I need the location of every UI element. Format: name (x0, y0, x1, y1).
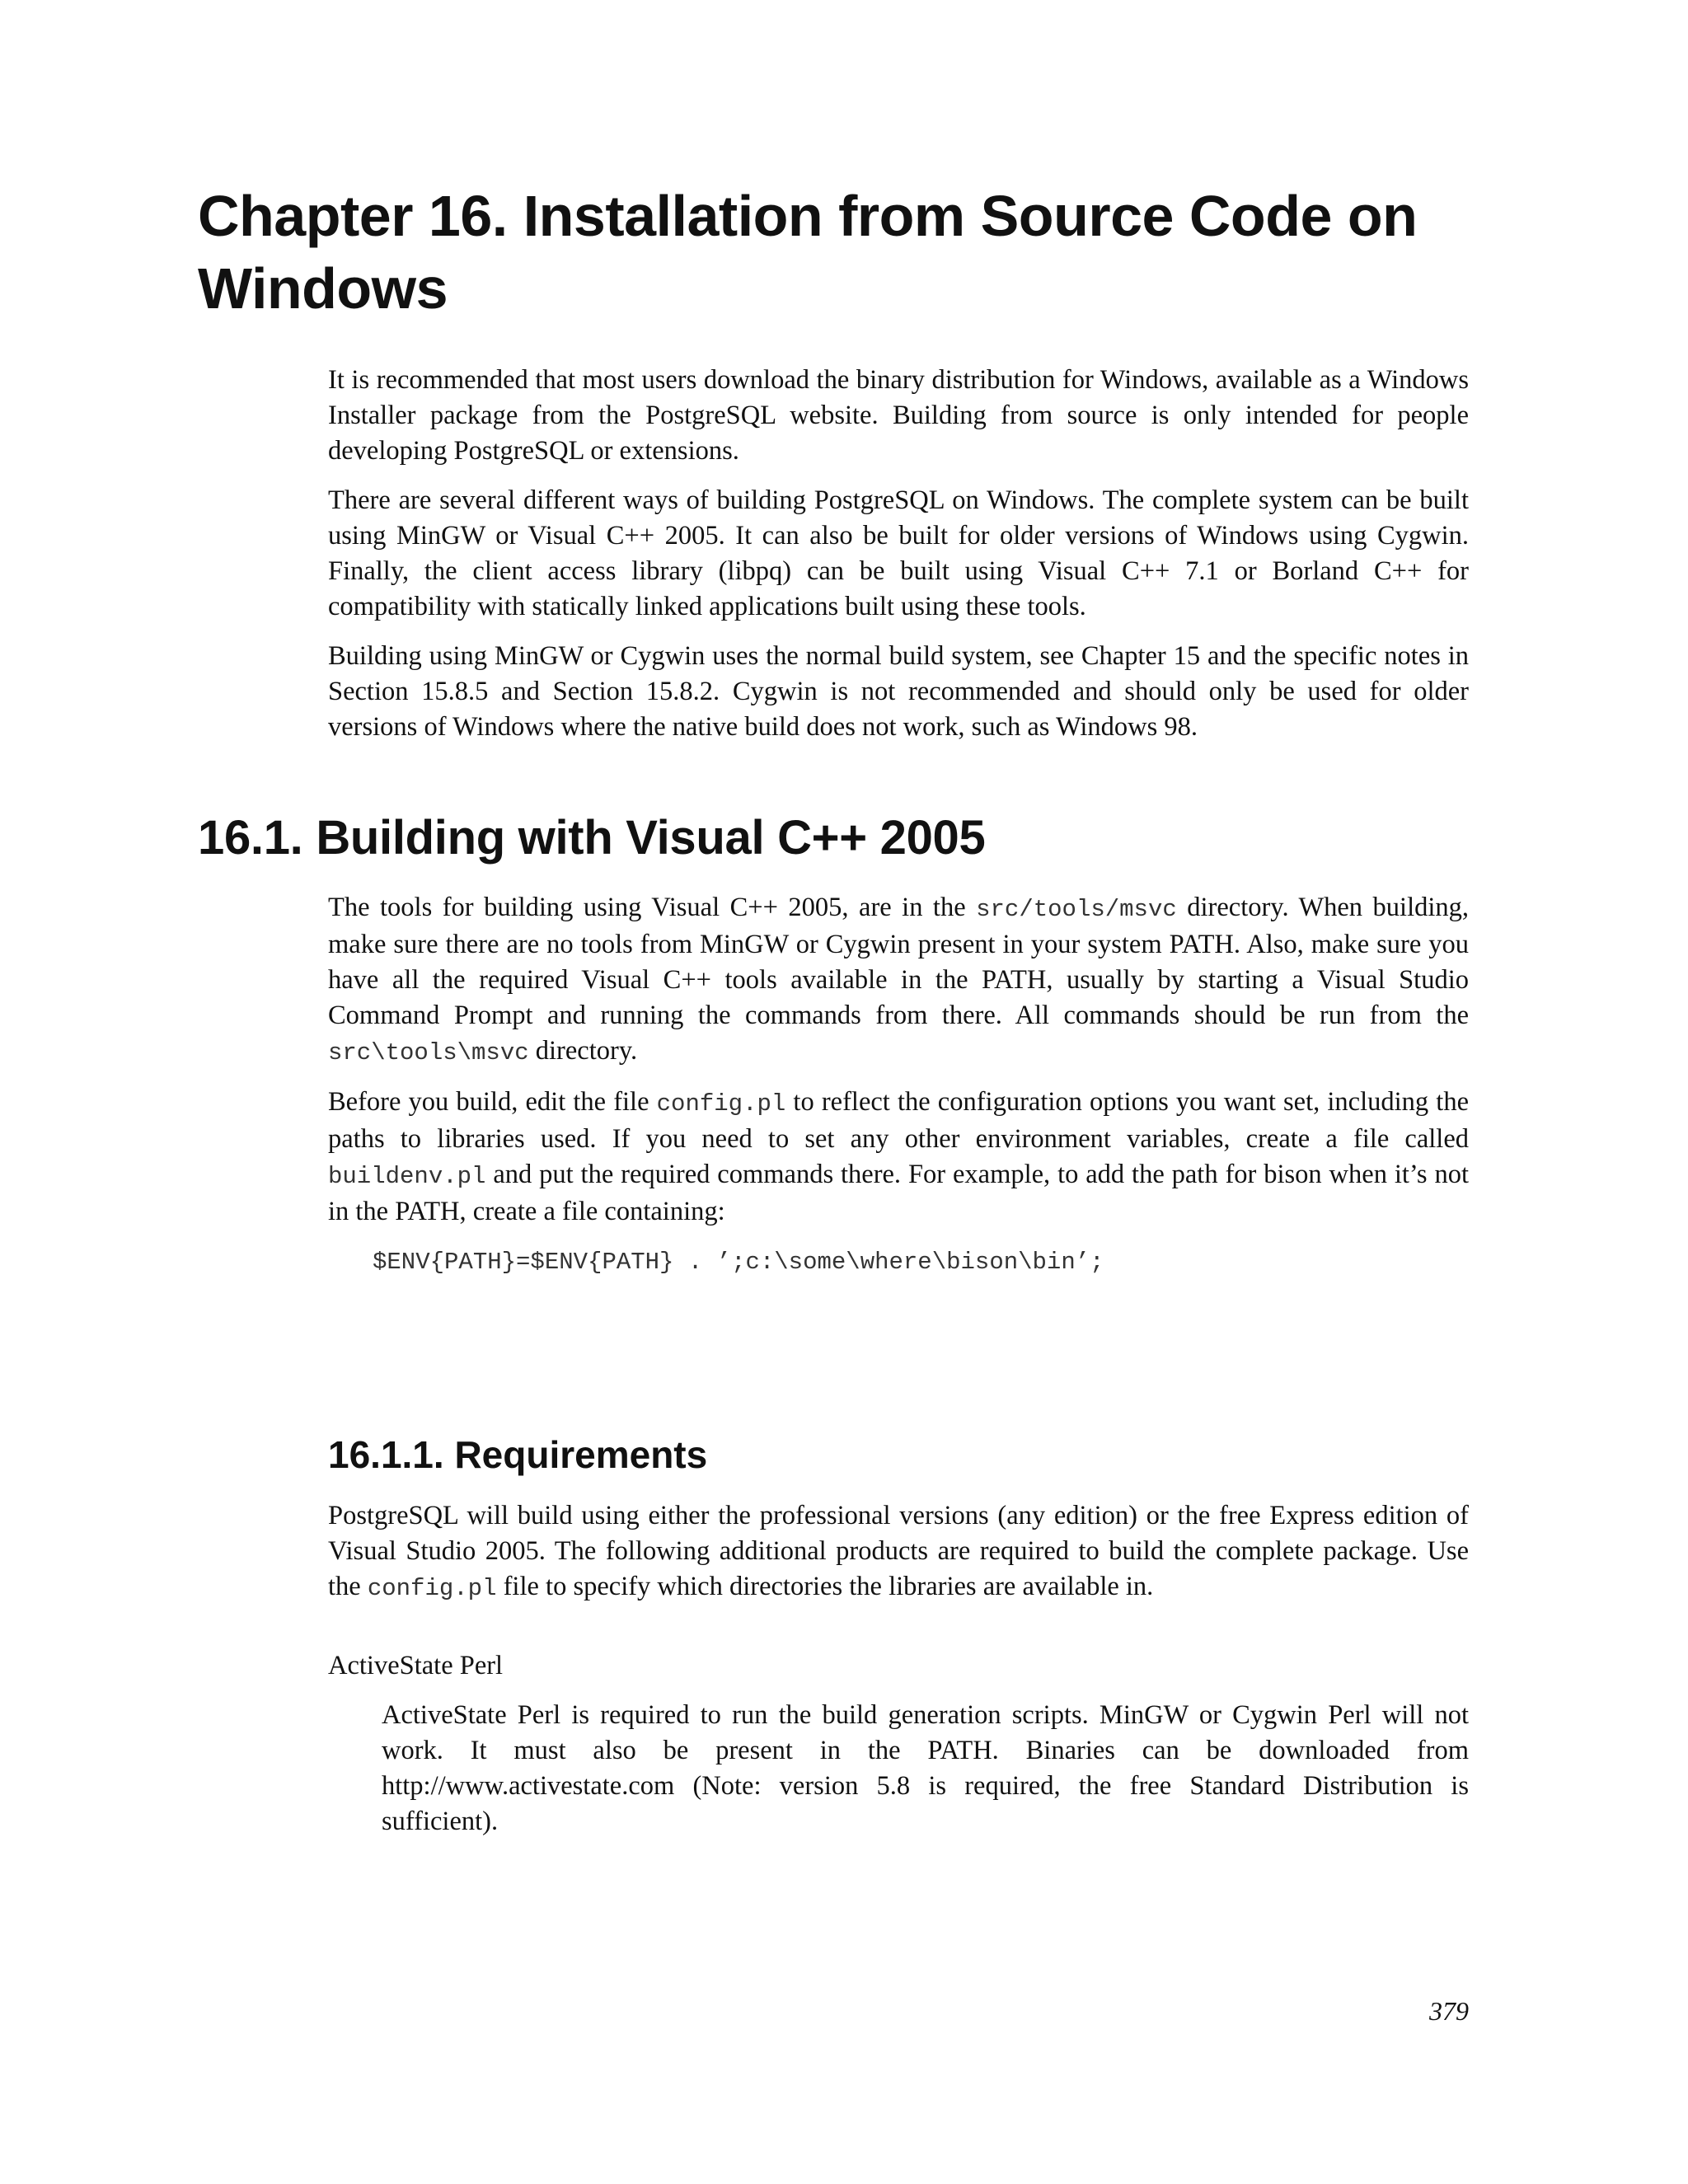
intro-section (328, 363, 1469, 745)
page-number: 379 (1429, 1996, 1469, 2026)
text-run: and put the required commands there. For example, to add the path for bison when it’s not in the PATH, create a file containing: (328, 1160, 1469, 1226)
text-run: to reflect the configuration options you want set, including the paths to libraries used. If you need to set any other environment variables, create a file called (328, 1087, 1469, 1154)
text-run: file to specify which directories the libraries are available in. (496, 1572, 1154, 1601)
text-run: directory. When building, make sure there are no tools from MinGW or Cygwin present in your system PATH. Also, make sure you have all the required Visual C++ tools available in the PATH, usually by starting a Visual Studio Command Prompt and running the commands from there. All commands should be run from the (328, 893, 1470, 1030)
text-run: Before you build, edit the file (328, 1087, 657, 1117)
definition-term: ActiveState Perl (328, 1651, 504, 1680)
text-run: The tools for building using Visual C++ 2005, are in the (328, 893, 977, 922)
definition-description: ActiveState Perl is required to run the build generation scripts. MinGW or Cygwin Perl will not work. It must also be present in the PATH. Binaries can be downloaded from http://www.activestate.com (Note: version 5.8 is required, the free Standard Distribution is sufficient). (382, 1700, 1469, 1836)
inline-code-filename: config.pl (656, 1090, 786, 1118)
code-example: $ENV{PATH}=$ENV{PATH} . ’;c:\some\where\bison\bin’; (373, 1249, 1104, 1276)
chapter-title: Chapter 16. Installation from Source Code on Windows (198, 184, 1418, 321)
intro-paragraph-1: It is recommended that most users download the binary distribution for Windows, available as a Windows Installer package from the PostgreSQL website. Building from source is only intended for people developing PostgreSQL or extensions. (328, 365, 1469, 466)
intro-paragraph-2: There are several different ways of building PostgreSQL on Windows. The complete system can be built using MinGW or Visual C++ 2005. It can also be built for older versions of Windows using Cygwin. Finally, the client access library (libpq) can be built using Visual C++ 7.1 or Borland C++ for compatibility with statically linked applications built using these tools. (328, 485, 1469, 621)
requirements-paragraph (328, 1498, 1469, 1606)
intro-paragraph-3: Building using MinGW or Cygwin uses the normal build system, see Chapter 15 and the specific notes in Section 15.8.5 and Section 15.8.2. Cygwin is not recommended and should only be used for older versions of Windows where the native build does not work, such as Windows 98. (328, 641, 1469, 742)
text-run: PostgreSQL will build using either the professional versions (any edition) or the free Express edition of Visual Studio 2005. The following additional products are required to build the complete package. Use the (328, 1501, 1469, 1601)
section-16-1-body (328, 890, 1469, 1230)
section-16-1-paragraph-2 (328, 1085, 1469, 1230)
text-run: directory. (528, 1036, 638, 1066)
inline-code-path: src/tools/msvc (976, 896, 1177, 923)
inline-code-path: src\tools\msvc (328, 1039, 529, 1066)
section-16-1-1-body (328, 1498, 1469, 1606)
section-title-16-1: 16.1. Building with Visual C++ 2005 (198, 811, 986, 865)
section-16-1-paragraph-1 (328, 890, 1469, 1071)
inline-code-filename: config.pl (367, 1575, 497, 1602)
inline-code-filename: buildenv.pl (328, 1163, 486, 1190)
subsection-title-16-1-1: 16.1.1. Requirements (328, 1433, 708, 1476)
